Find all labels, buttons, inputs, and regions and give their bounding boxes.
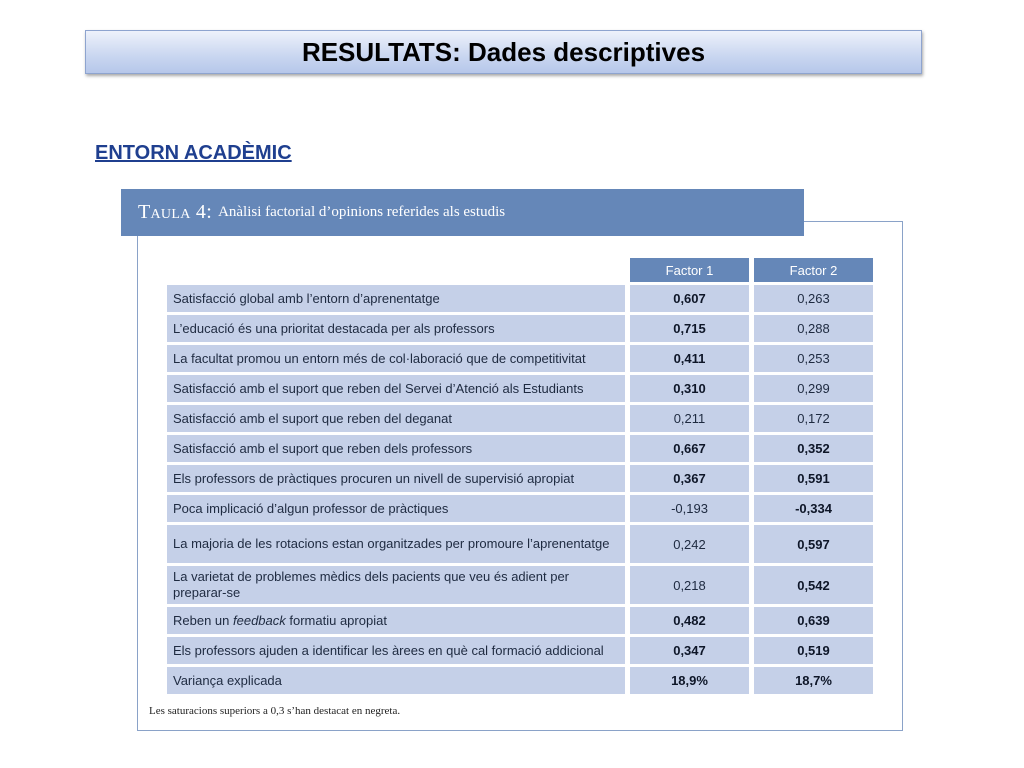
row-label-post: formatiu apropiat [285, 612, 387, 628]
factor-1-value: -0,193 [630, 495, 749, 522]
factor-2-value: 0,172 [754, 405, 873, 432]
table-row [167, 405, 873, 432]
factor-2-value: 0,299 [754, 375, 873, 402]
table-row [167, 465, 873, 492]
row-label: Satisfacció amb el suport que reben dels professors [167, 435, 625, 462]
factor-1-value: 0,607 [630, 285, 749, 312]
factor-1-value: 0,211 [630, 405, 749, 432]
row-label-pre: Reben un [173, 612, 233, 628]
factor-1-value: 0,218 [630, 566, 749, 604]
row-label: Satisfacció global amb l’entorn d’aprenentatge [167, 285, 625, 312]
factor-2-value: 0,542 [754, 566, 873, 604]
row-label: Els professors ajuden a identificar les àrees en què cal formació addicional [167, 637, 625, 664]
table-row [167, 495, 873, 522]
factor-2-value: 0,263 [754, 285, 873, 312]
table-row [167, 285, 873, 312]
factor-1-value: 0,411 [630, 345, 749, 372]
row-label [167, 607, 625, 634]
column-header-factor-2: Factor 2 [754, 258, 873, 282]
table-footnote: Les saturacions superiors a 0,3 s’han destacat en negreta. [149, 705, 401, 717]
row-label: La facultat promou un entorn més de col·laboració que de competitivitat [167, 345, 625, 372]
table-caption-label: Taula 4: [138, 201, 213, 223]
factor-2-value: -0,334 [754, 495, 873, 522]
factor-2-value: 0,639 [754, 607, 873, 634]
table-row [167, 435, 873, 462]
factor-2-value: 0,597 [754, 525, 873, 563]
table-row [167, 375, 873, 402]
factor-1-value: 0,667 [630, 435, 749, 462]
factor-2-value: 0,253 [754, 345, 873, 372]
table-row [167, 525, 873, 563]
factor-1-value: 0,482 [630, 607, 749, 634]
row-label: La majoria de les rotacions estan organitzades per promoure l’aprenentatge [167, 525, 625, 563]
table-row [167, 607, 873, 634]
table-row [167, 566, 873, 604]
section-heading: ENTORN ACADÈMIC [95, 142, 292, 164]
row-label: L’educació és una prioritat destacada per als professors [167, 315, 625, 342]
table-row [167, 667, 873, 694]
column-header-factor-1: Factor 1 [630, 258, 749, 282]
factor-2-value: 0,288 [754, 315, 873, 342]
row-label: Satisfacció amb el suport que reben del deganat [167, 405, 625, 432]
factor-1-value: 0,715 [630, 315, 749, 342]
slide-title: RESULTATS: Dades descriptives [301, 36, 706, 67]
factor-2-value: 0,591 [754, 465, 873, 492]
factor-1-value: 18,9% [630, 667, 749, 694]
table-header-row [167, 258, 873, 282]
header-spacer [167, 258, 625, 282]
factor-1-value: 0,367 [630, 465, 749, 492]
row-label: Els professors de pràctiques procuren un nivell de supervisió apropiat [167, 465, 625, 492]
factor-2-value: 0,352 [754, 435, 873, 462]
factor-table [167, 258, 873, 697]
row-label: Poca implicació d’algun professor de pràctiques [167, 495, 625, 522]
factor-1-value: 0,242 [630, 525, 749, 563]
table-row [167, 637, 873, 664]
factor-1-value: 0,347 [630, 637, 749, 664]
row-label-emphasis: feedback [233, 612, 286, 628]
row-label: Variança explicada [167, 667, 625, 694]
row-label: Satisfacció amb el suport que reben del Servei d’Atenció als Estudiants [167, 375, 625, 402]
factor-2-value: 0,519 [754, 637, 873, 664]
table-caption-text: Anàlisi factorial d’opinions referides als estudis [218, 204, 506, 220]
table-caption [121, 189, 804, 236]
title-bar [85, 30, 922, 74]
factor-1-value: 0,310 [630, 375, 749, 402]
factor-2-value: 18,7% [754, 667, 873, 694]
table-row [167, 345, 873, 372]
row-label: La varietat de problemes mèdics dels pacients que veu és adient per preparar-se [167, 566, 625, 604]
table-row [167, 315, 873, 342]
